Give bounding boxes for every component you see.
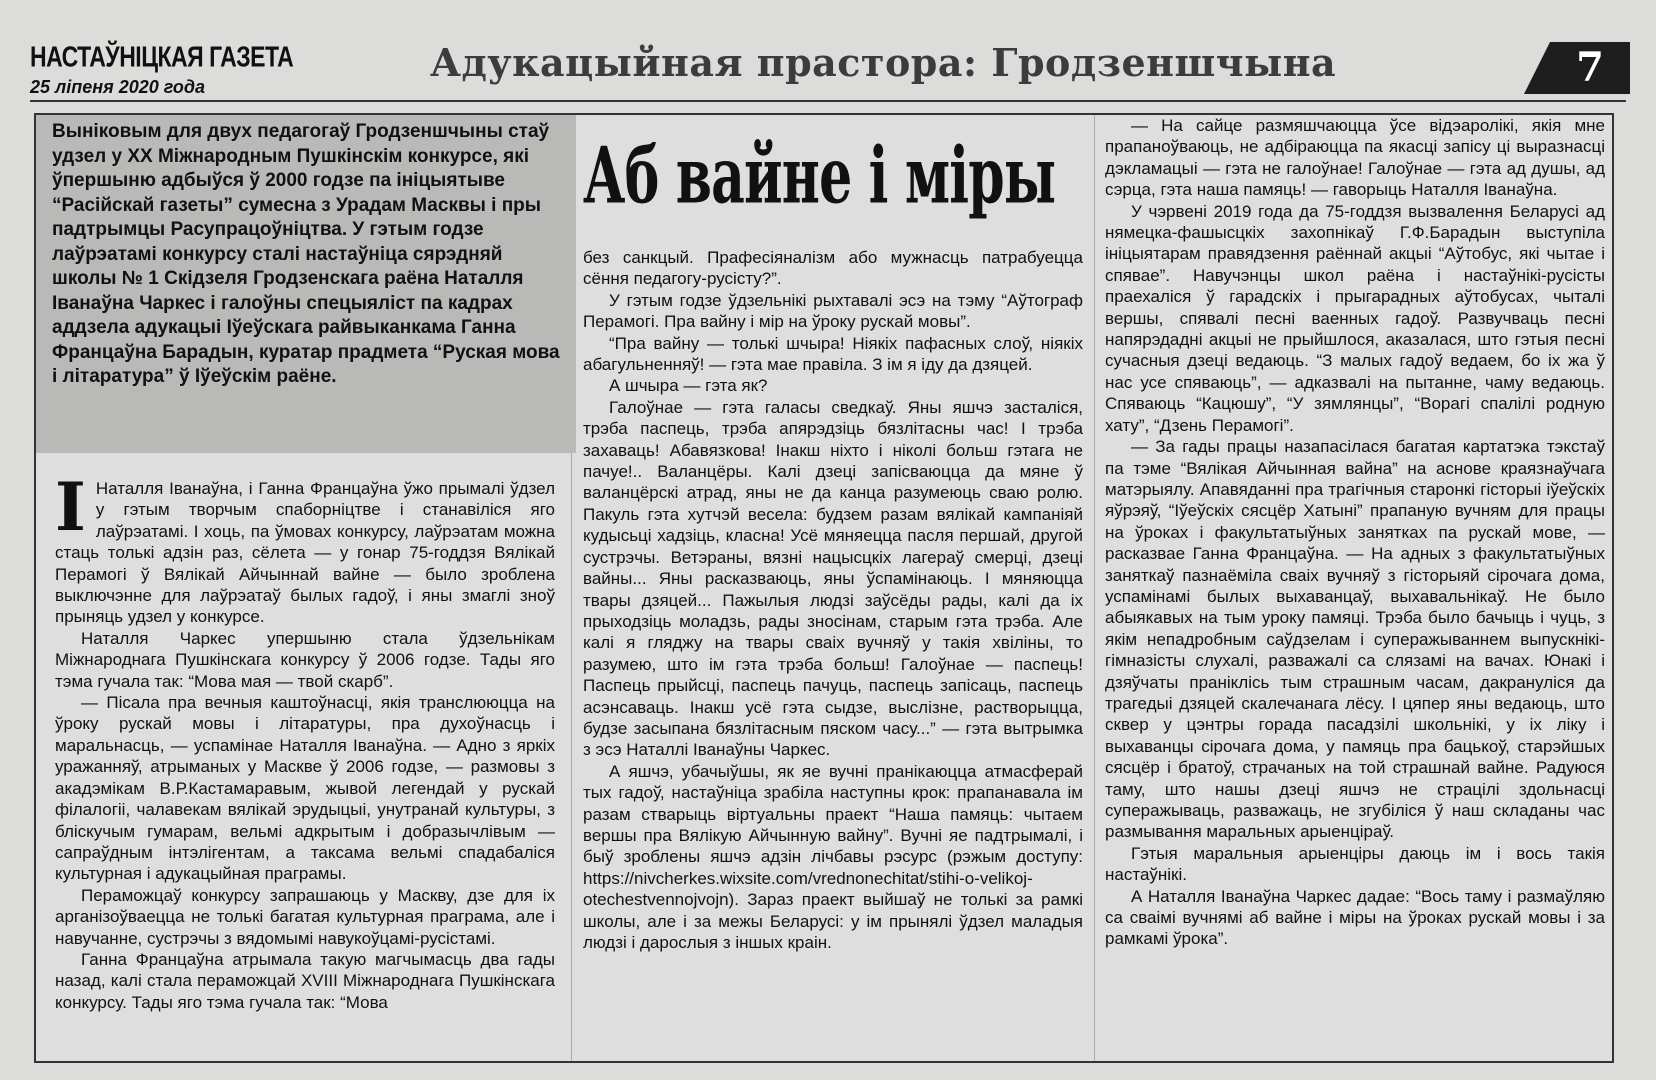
header-rule bbox=[30, 100, 1626, 102]
article-column-1 bbox=[55, 468, 555, 1013]
paragraph: А шчыра — гэта як? bbox=[609, 376, 768, 396]
paragraph: без санкцый. Прафесіяналізм або мужнасць патрабуецца сёння педагогу-русісту?”. bbox=[583, 248, 1083, 289]
paragraph: У чэрвені 2019 года да 75-годдзя вызвалення Беларусі ад нямецка-фашысцкіх захопнікаў Г.Ф.Барадын выступіла ініцыятарам правядзення раённай акцыі “Аўтобус, які чытае і спявае”. Навучэнцы школ раёна і настаўнікі-русісты праехаліся ў гарадскіх і прыгарадных аўтобусах, чыталі вершы, спявалі песні ваенных гадоў. Развучваць песні напярэдадні акцыі не прыйшлося, аказалася, што гэтыя песні сучасныя дзеці ведаюць. “З малых гадоў ведаем, бо іх жа ў нас усе спяваюць”, — адказвалі на пытанне, чаму ведаюць. Спяваюць “Кацюшу”, “У зямлянцы”, “Ворагі спалілі родную хату”, “Дзень Перамогі”. bbox=[1105, 201, 1605, 435]
masthead bbox=[30, 40, 294, 98]
paragraph: — Пісала пра вечныя каштоўнасці, якія транслююцца на ўроку рускай мовы і літаратуры, пра духоўнасць і маральнасць, — успамінае Наталля Іванаўна. — Адно з яркіх уражанняў, атрыманых у Маскве ў 2006 годзе, — размовы з акадэмікам В.Р.Кастамаравым, жывой легендай у рускай філалогіі, чалавекам вялікай эрудыцыі, унутранай культуры, з бліскучым гумарам, вельмі адкрытым і добразычлівым — сапраўдным інтэлігентам, а таксама вельмі спадабаліся культурная і адукацыйная праграмы. bbox=[55, 693, 555, 884]
page-number-tab bbox=[1524, 42, 1550, 94]
article-lead: Выніковым для двух педагогаў Гродзеншчыны стаў удзел у XX Міжнародным Пушкінскім конкурсе, які ўпершыню адбыўся ў 2000 годзе па ініцыятыве “Расійскай газеты” сумесна з Урадам Масквы і пры падтрымцы Расупрацоўніцтва. У гэтым годзе лаўрэатамі конкурсу сталі настаўніца сярэдняй школы № 1 Скідзеля Гродзенскага раёна Наталля Іванаўна Чаркес і галоўны спецыяліст па кадрах аддзела адукацыі Іўеўскага райвыканкама Ганна Францаўна Барадын, куратар прадмета “Руская мова і літаратура” ў Іўеўскім раёне. bbox=[36, 115, 576, 453]
paragraph bbox=[55, 468, 555, 628]
article-column-3 bbox=[1105, 115, 1605, 950]
newspaper-name: НАСТАЎНІЦКАЯ ГАЗЕТА bbox=[30, 40, 294, 73]
paragraph: — За гады працы назапасілася багатая картатэка тэкстаў па тэме “Вялікая Айчынная вайна” на аснове краязнаўчага матэрыялу. Апавяданні пра трагічныя старонкі гісторыі іўеўскіх яўрэяў, “Іўеўскіх сясцёр Хатыні” прапаную вучням для працы на ўроках і факультатыўных занятках па рускай мове, — расказвае Ганна Францаўна. — На адных з факультатыўных заняткаў пазнаёміла сваіх вучняў з гісторыяй сірочага дома, успамінамі былых выхаванцаў, выхавальнікаў. Не было абыякавых на тым уроку памяці. Трэба было бачыць і чуць, з якім непадробным саўдзелам і суперажываннем выпускнікі-гімназісты слухалі, разважалі са слязамі на вачах. Юнакі і дзяўчаты праніклісь тым страшным часам, дакрануліся да трагедыі дзяцей скалечанага лёсу. І цяпер яны ведаюць, што сквер у цэнтры горада пасадзілі школьнікі, у іх ліку і выхаванцы сірочага дома, у памяць пра бацькоў, старэйшых сясцёр і братоў, страчаных на той страшнай вайне. Радуюся таму, што нашы дзеці яшчэ не страцілі здольнасці суперажываць, разважаць, не згубіліся ў наш складаны час размывання маральных арыенціраў. bbox=[1105, 437, 1605, 842]
paragraph: Гэтыя маральныя арыенціры даюць ім і вось такія настаўнікі. bbox=[1105, 843, 1605, 885]
drop-cap: І bbox=[55, 468, 86, 546]
column-divider bbox=[1094, 115, 1095, 1061]
paragraph: — На сайце размяшчаюцца ўсе відэаролікі, якія мне прапаноўваюць, не адбіраюцца па якасці запісу ці выразнасці дэкламацыі — гэта не галоўнае! Галоўнае — гэта ад душы, ад сэрца, гэта наша памяць! — гаворыць Наталля Іванаўна. bbox=[1105, 116, 1605, 200]
paragraph-text: Наталля Іванаўна, і Ганна Францаўна ўжо прымалі ўдзел у гэтым творчым спаборніцтве і станавіліся яго лаўрэатамі. І хоць, па ўмовах конкурсу, лаўрэатам можна стаць толькі адзін раз, сёлета — у гонар 75-годдзя Вялікай Перамогі ў Вялікай Айчыннай вайне — было зроблена выключэнне для лаўрэатаў былых гадоў, і яны змаглі зноў прыняць удзел у конкурсе. bbox=[55, 479, 555, 627]
page-number: 7 bbox=[1550, 42, 1630, 94]
paragraph: Ганна Францаўна атрымала такую магчымасць два гады назад, калі стала пераможцай XVIII Міжнароднага Пушкінскага конкурсу. Тады яго тэма гучала так: “Мова bbox=[55, 949, 555, 1012]
article-headline: Аб вайне і міры bbox=[583, 130, 1056, 222]
page-number-badge bbox=[1550, 42, 1630, 94]
paragraph: Галоўнае — гэта галасы сведкаў. Яны яшчэ засталіся, трэба паспець, трэба апярэдзіць бязлітасны час! І трэба захаваць! Абавязкова! Інакш ніхто і ніколі больш гэтага не пачуе!.. Валанцёры. Калі дзеці запісваюцца да мяне ў валанцёрскі атрад, яны не да канца разумеюць сваю ролю. Пакуль гэта хутчэй весела: будзем разам вялікай кампаніяй кудысьці хадзіць, класна! Усё мяняецца пасля першай, другой сустрэчы. Ветэраны, вязні нацысцкіх лагераў смерці, дзеці вайны... Яны расказваюць, яны ўспамінаюць. І мяняюцца твары дзяцей... Пажылыя людзі заўсёды рады, калі да іх прыходзіць моладзь, рады зносінам, старым гэта трэба. Але калі я гляджу на твары сваіх вучняў у такія хвіліны, то разумею, што ім гэта трэба больш! Галоўнае — паспець! Паспець прыйсці, паспець пачуць, паспець запісаць, паспець асэнсаваць. Інакш усё гэта сыдзе, выслізне, растворыцца, будзе засыпана бязлітасным пяском часу...” — гэта вытрымка з эсэ Наталлі Іванаўны Чаркес. bbox=[583, 397, 1083, 760]
issue-date: 25 ліпеня 2020 года bbox=[30, 77, 206, 97]
article-column-2 bbox=[583, 247, 1083, 953]
paragraph: “Пра вайну — толькі шчыра! Ніякіх пафасных слоў, ніякіх абагульненняў! — гэта мае правіла. З ім я іду да дзяцей. bbox=[583, 333, 1083, 375]
paragraph: А яшчэ, убачыўшы, як яе вучні пранікаюцца атмасферай тых гадоў, настаўніца зрабіла наступны крок: прапанавала ім разам стварыць віртуальны праект “Наша памяць: чытаем вершы пра Вялікую Айчынную вайну”. Вучні яе падтрымалі, і быў зроблены яшчэ адзін лічбавы рэсурс (рэжым доступу: https://nivcherkes.wixsite.com/vrednonechitat/stihi-o-velikoj-otechestvennojvojn). Зараз праект выйшаў не толькі за рамкі школы, але і за межы Беларусі: у ім прынялі ўдзел маладыя людзі і дарослыя з іншых краін. bbox=[583, 761, 1083, 952]
paragraph: А Наталля Іванаўна Чаркес дадае: “Вось таму і размаўляю са сваімі вучнямі аб вайне і міры на ўроках рускай мовы і за рамкамі ўрока”. bbox=[1105, 886, 1605, 949]
paragraph: У гэтым годзе ўдзельнікі рыхтавалі эсэ на тэму “Аўтограф Перамогі. Пра вайну і мір на ўроку рускай мовы”. bbox=[583, 290, 1083, 332]
section-title: Адукацыйная прастора: Гродзеншчына bbox=[430, 40, 1337, 85]
paragraph: Пераможцаў конкурсу запрашаюць у Маскву, дзе для іх арганізоўваецца не толькі багатая культурная праграма, але і навучанне, сустрэчы з вядомымі навукоўцамі-русістамі. bbox=[55, 885, 555, 948]
paragraph: Наталля Чаркес упершыню стала ўдзельнікам Міжнароднага Пушкінскага конкурсу ў 2006 годзе. Тады яго тэма гучала так: “Мова мая — твой скарб”. bbox=[55, 628, 555, 691]
